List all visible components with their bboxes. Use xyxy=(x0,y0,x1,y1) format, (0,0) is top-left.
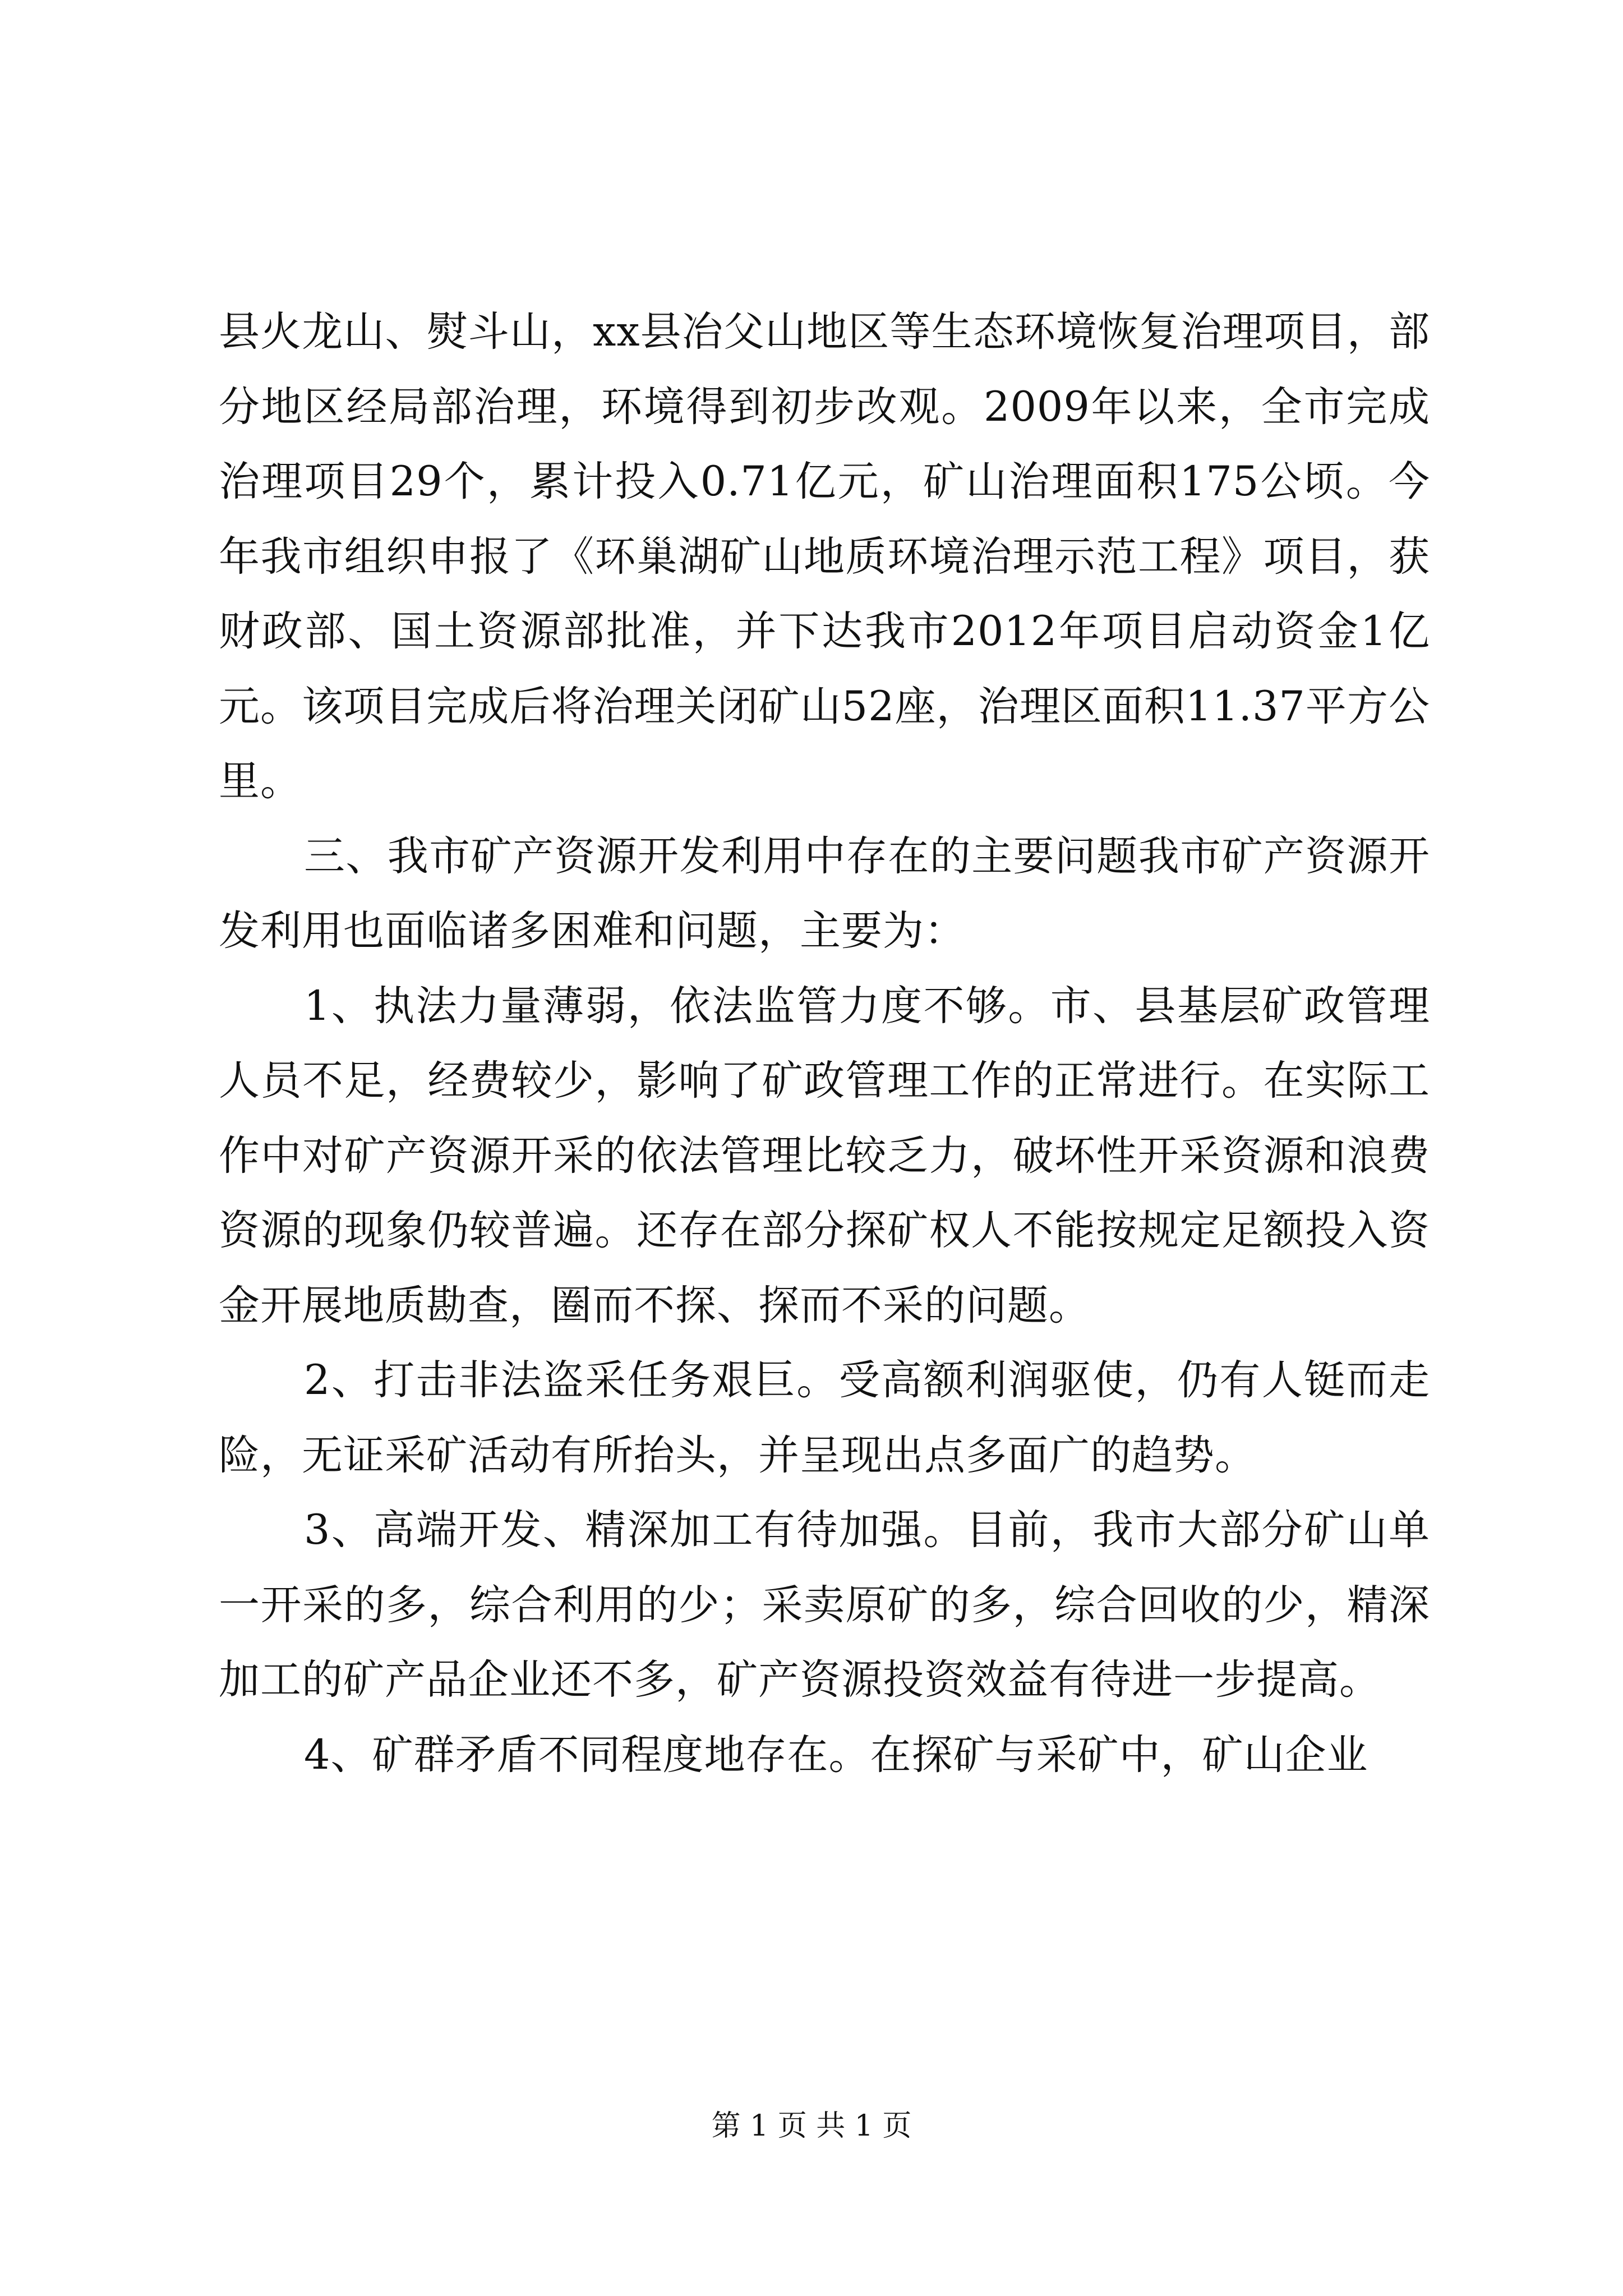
paragraph-section-three: 三、我市矿产资源开发利用中存在的主要问题我市矿产资源开发利用也面临诸多困难和问题，主要为： xyxy=(219,832,1430,955)
paragraph-item-2: 2、打击非法盗采任务艰巨。受高额利润驱使，仍有人铤而走险，无证采矿活动有所抬头，并呈现出点多面广的趋势。 xyxy=(219,1356,1430,1479)
page-footer: 第 1 页 共 1 页 xyxy=(711,2109,912,2143)
document-body xyxy=(219,295,1430,1792)
paragraph-item-1: 1、执法力量薄弱，依法监管力度不够。市、县基层矿政管理人员不足，经费较少，影响了矿政管理工作的正常进行。在实际工作中对矿产资源开采的依法管理比较乏力，破坏性开采资源和浪费资源的现象仍较普遍。还存在部分探矿权人不能按规定足额投入资金开展地质勘查，圈而不探、探而不采的问题。 xyxy=(219,982,1430,1329)
paragraph-continuation: 县火龙山、熨斗山，xx县冶父山地区等生态环境恢复治理项目，部分地区经局部治理，环境得到初步改观。2009年以来，全市完成治理项目29个，累计投入0.71亿元，矿山治理面积175公顷。今年我市组织申报了《环巢湖矿山地质环境治理示范工程》项目，获财政部、国土资源部批准，并下达我市2012年项目启动资金1亿元。该项目完成后将治理关闭矿山52座，治理区面积11.37平方公里。 xyxy=(219,308,1430,805)
paragraph-item-3: 3、高端开发、精深加工有待加强。目前，我市大部分矿山单一开采的多，综合利用的少；采卖原矿的多，综合回收的少，精深加工的矿产品企业还不多，矿产资源投资效益有待进一步提高。 xyxy=(219,1506,1430,1704)
paragraph-item-4: 4、矿群矛盾不同程度地存在。在探矿与采矿中，矿山企业 xyxy=(304,1731,1368,1779)
